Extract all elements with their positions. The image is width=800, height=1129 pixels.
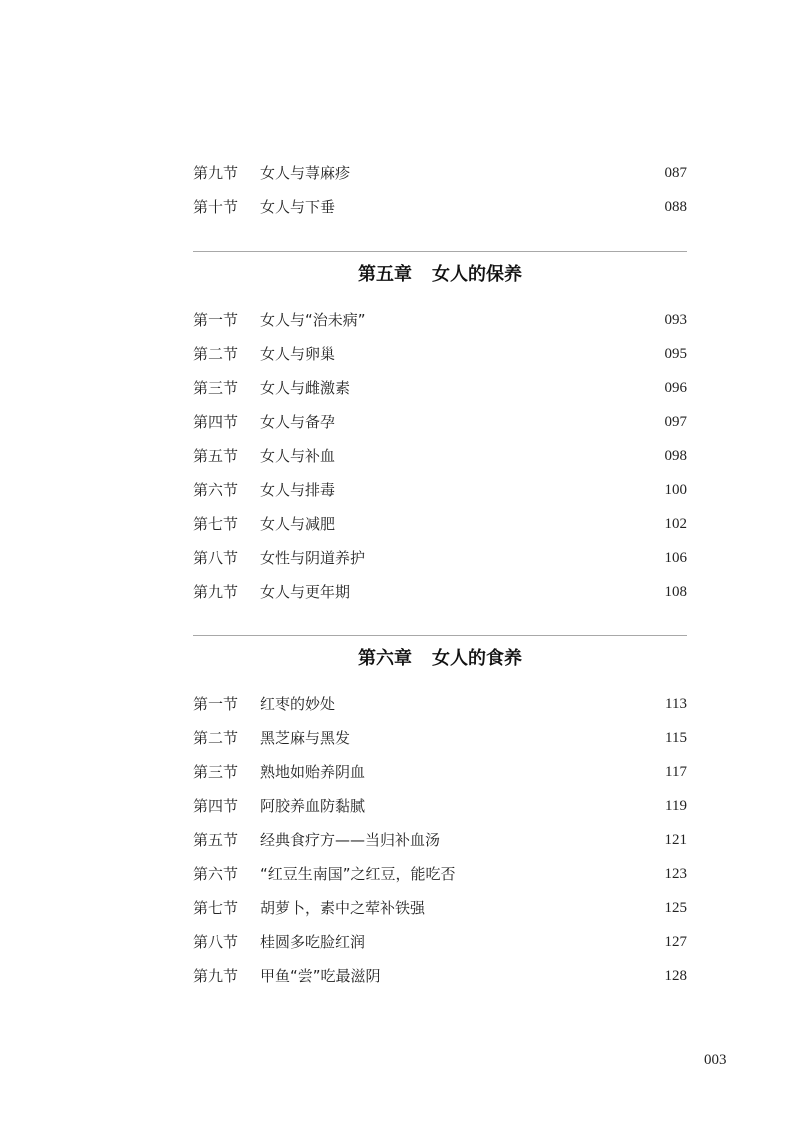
page-ref: 128 <box>664 968 687 984</box>
toc-entry[interactable] <box>193 930 687 954</box>
toc-entry[interactable] <box>193 794 687 818</box>
page-ref: 097 <box>664 414 687 430</box>
section-title: 女人与减肥 <box>260 515 336 533</box>
section-title: 女人与排毒 <box>260 481 336 499</box>
section-title: 女人与下垂 <box>260 198 336 216</box>
page-ref: 098 <box>664 448 687 464</box>
chapter-number: 第六章 <box>358 648 412 669</box>
section-number: 第八节 <box>193 933 239 951</box>
section-title: 女性与阴道养护 <box>260 549 366 567</box>
toc-entry[interactable] <box>193 964 687 988</box>
section-title: “红豆生南国”之红豆，能吃否 <box>260 865 456 883</box>
page-ref: 102 <box>664 516 687 532</box>
toc-entry[interactable] <box>193 195 687 219</box>
page-ref: 125 <box>664 900 687 916</box>
section-number: 第六节 <box>193 481 239 499</box>
section-number: 第五节 <box>193 831 239 849</box>
chapter-number: 第五章 <box>358 264 412 285</box>
chapter-heading[interactable] <box>193 645 687 673</box>
section-number: 第四节 <box>193 797 239 815</box>
section-title: 阿胶养血防黏腻 <box>260 797 366 815</box>
section-title: 女人与更年期 <box>260 583 351 601</box>
section-title: 胡萝卜，素中之荤补铁强 <box>260 899 426 917</box>
page-number: 003 <box>704 1052 727 1068</box>
section-number: 第三节 <box>193 763 239 781</box>
toc-entry[interactable] <box>193 478 687 502</box>
section-title: 女人与补血 <box>260 447 336 465</box>
toc-entry[interactable] <box>193 546 687 570</box>
toc-entry[interactable] <box>193 161 687 185</box>
toc-entry[interactable] <box>193 376 687 400</box>
page-ref: 095 <box>664 346 687 362</box>
section-title: 黑芝麻与黑发 <box>260 729 351 747</box>
page-ref: 108 <box>664 584 687 600</box>
section-number: 第九节 <box>193 967 239 985</box>
page-ref: 106 <box>664 550 687 566</box>
section-title: 女人与雌激素 <box>260 379 351 397</box>
page-ref: 088 <box>664 199 687 215</box>
section-number: 第九节 <box>193 164 239 182</box>
toc-entry[interactable] <box>193 580 687 604</box>
chapter-title: 女人的食养 <box>432 648 522 669</box>
section-number: 第八节 <box>193 549 239 567</box>
page-ref: 113 <box>665 696 687 712</box>
section-number: 第六节 <box>193 865 239 883</box>
section-number: 第五节 <box>193 447 239 465</box>
page-ref: 127 <box>664 934 687 950</box>
page-ref: 087 <box>664 165 687 181</box>
page-ref: 117 <box>665 764 687 780</box>
section-number: 第七节 <box>193 899 239 917</box>
section-title: 女人与备孕 <box>260 413 336 431</box>
toc-entry[interactable] <box>193 410 687 434</box>
section-number: 第九节 <box>193 583 239 601</box>
section-number: 第三节 <box>193 379 239 397</box>
section-number: 第七节 <box>193 515 239 533</box>
section-number: 第二节 <box>193 729 239 747</box>
page-ref: 123 <box>664 866 687 882</box>
toc-entry[interactable] <box>193 896 687 920</box>
section-number: 第四节 <box>193 413 239 431</box>
section-title: 红枣的妙处 <box>260 695 336 713</box>
page-ref: 093 <box>664 312 687 328</box>
section-title: 熟地如贻养阴血 <box>260 763 366 781</box>
chapter-divider <box>193 635 687 636</box>
section-title: 女人与卵巢 <box>260 345 336 363</box>
toc-entry[interactable] <box>193 692 687 716</box>
section-title: 桂圆多吃脸红润 <box>260 933 366 951</box>
toc-entry[interactable] <box>193 828 687 852</box>
chapter-heading[interactable] <box>193 261 687 289</box>
toc-entry[interactable] <box>193 760 687 784</box>
section-number: 第十节 <box>193 198 239 216</box>
section-title: 女人与“治未病” <box>260 311 366 329</box>
toc-entry[interactable] <box>193 342 687 366</box>
page-ref: 100 <box>664 482 687 498</box>
section-number: 第一节 <box>193 695 239 713</box>
toc-entry[interactable] <box>193 512 687 536</box>
chapter-divider <box>193 251 687 252</box>
section-number: 第一节 <box>193 311 239 329</box>
toc-entry[interactable] <box>193 308 687 332</box>
toc-entry[interactable] <box>193 862 687 886</box>
section-number: 第二节 <box>193 345 239 363</box>
section-title: 甲鱼“尝”吃最滋阴 <box>260 967 381 985</box>
chapter-title: 女人的保养 <box>432 264 522 285</box>
section-title: 经典食疗方——当归补血汤 <box>260 831 441 849</box>
page-ref: 119 <box>665 798 687 814</box>
toc-entry[interactable] <box>193 726 687 750</box>
page-ref: 115 <box>665 730 687 746</box>
toc-entry[interactable] <box>193 444 687 468</box>
section-title: 女人与荨麻疹 <box>260 164 351 182</box>
page-ref: 121 <box>664 832 687 848</box>
page-ref: 096 <box>664 380 687 396</box>
